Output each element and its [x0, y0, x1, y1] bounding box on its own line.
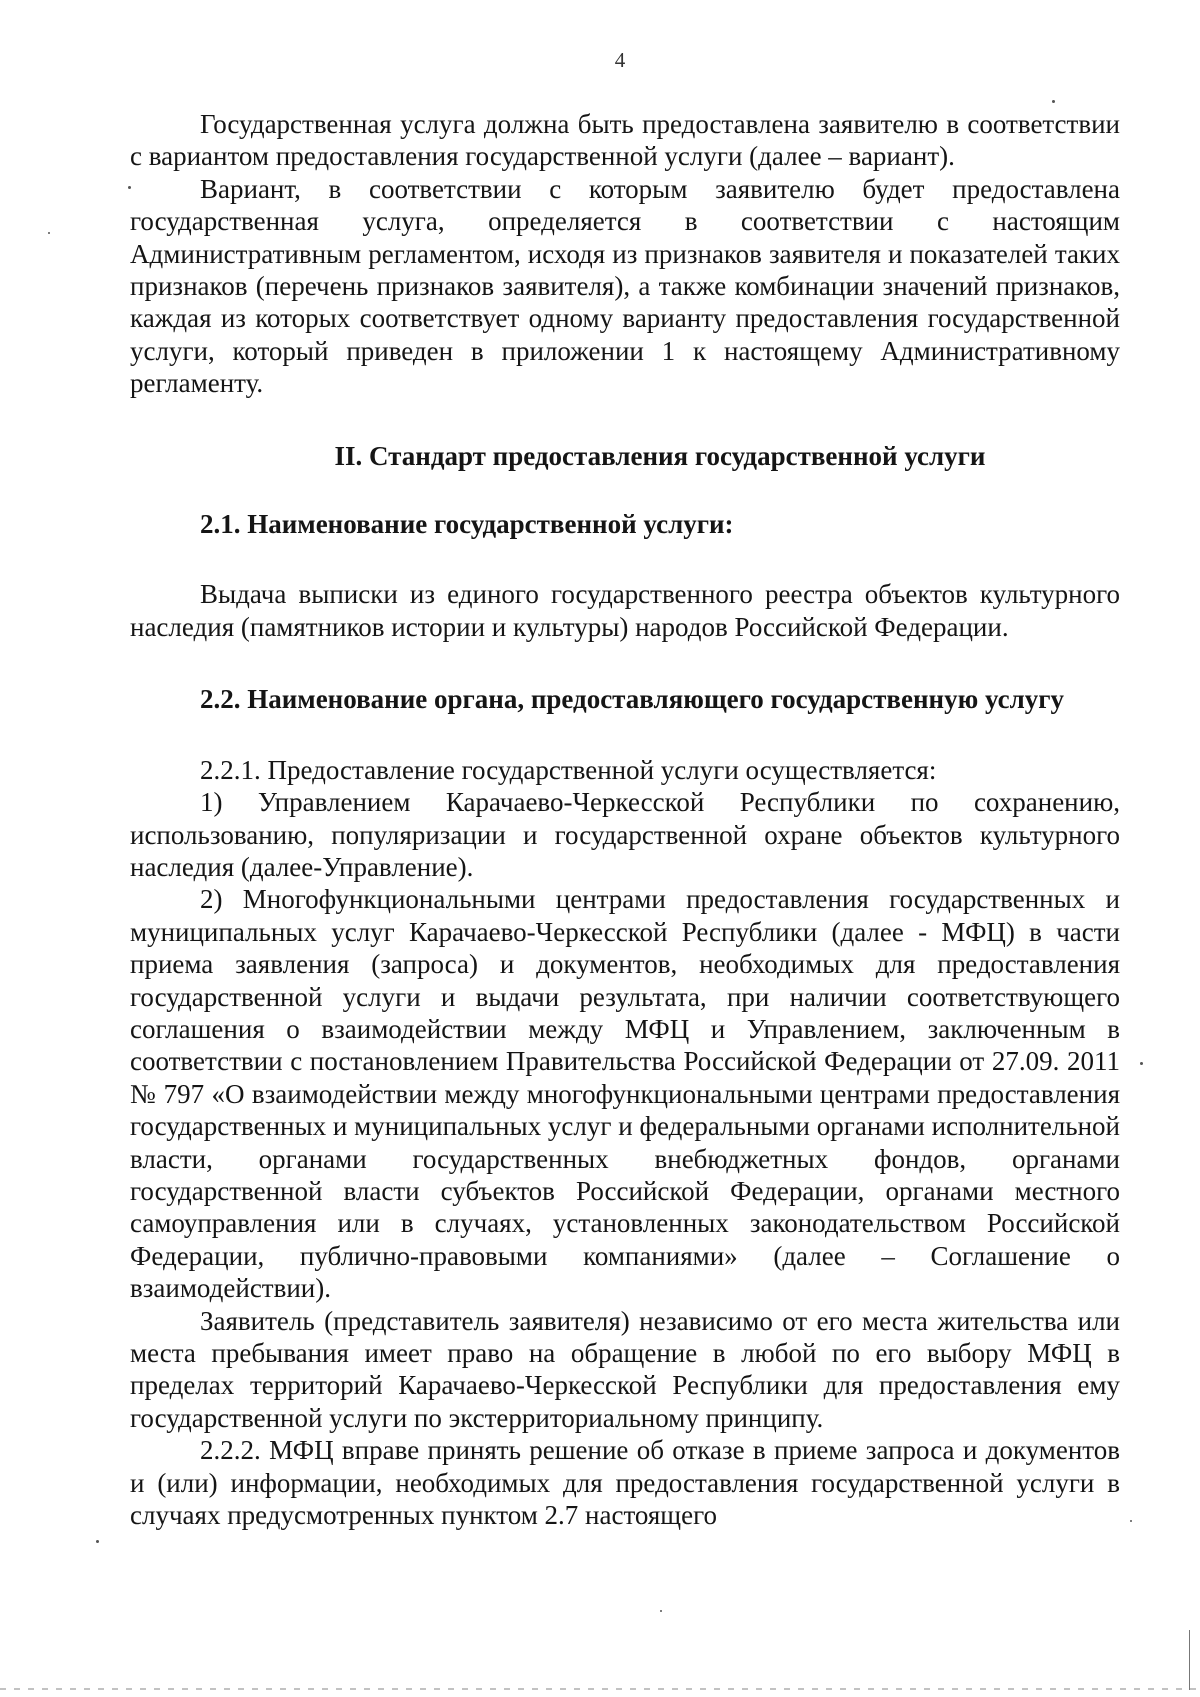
scan-speck	[128, 186, 131, 189]
scan-speck	[660, 1610, 662, 1612]
subsection-2-1-heading: 2.1. Наименование государственной услуги:	[200, 509, 734, 540]
subsection-2-1-text: Выдача выписки из единого государственного реестра объектов культурного наследия (памятников истории и культуры) народов Российской Федерации.	[130, 579, 1120, 642]
page-number: 4	[614, 48, 626, 72]
paragraph-extraterritorial: Заявитель (представитель заявителя) независимо от его места жительства или места пребывания имеет право на обращение в любой по его выбору МФЦ в пределах территорий Карачаево-Черкесской Республики для предоставления ему государственной услуги по экстерриториальному принципу.	[130, 1305, 1120, 1433]
document-body	[130, 108, 1120, 1531]
scan-edge-line	[1189, 1630, 1190, 1690]
paragraph-2-2-1-item-2: 2) Многофункциональными центрами предоставления государственных и муниципальных услуг Карачаево-Черкесской Республики (далее - МФЦ) в части приема заявления (запроса) и документов, необходимых для предоставления государственной услуги и выдачи результата, при наличии соответствующего соглашения о взаимодействии между МФЦ и Управлением, заключенным в соответствии с постановлением Правительства Российской Федерации от 27.09. 2011 № 797 «О взаимодействии между многофункциональными центрами предоставления государственных и муниципальных услуг и федеральными органами исполнительной власти, органами государственных внебюджетных фондов, органами государственной власти субъектов Российской Федерации, органами местного самоуправления или в случаях, установленных законодательством Российской Федерации, публично-правовыми компаниями» (далее – Соглашение о взаимодействии).	[130, 884, 1120, 1304]
scan-footer-line	[0, 1688, 1200, 1690]
paragraph-2-2-2: 2.2.2. МФЦ вправе принять решение об отказе в приеме запроса и документов и (или) информации, необходимых для предоставления государственной услуги в случаях предусмотренных пунктом 2.7 настоящего	[130, 1435, 1120, 1531]
scan-speck	[48, 232, 50, 234]
paragraph-variant-intro: Государственная услуга должна быть предоставлена заявителю в соответствии с вариантом предоставления государственной услуги (далее – вариант).	[130, 109, 1120, 172]
scan-speck	[1130, 1520, 1132, 1522]
scan-speck	[96, 1540, 99, 1543]
scan-speck	[1052, 100, 1055, 103]
paragraph-variant-definition: Вариант, в соответствии с которым заявителю будет предоставлена государственная услуга, определяется в соответствии с настоящим Административным регламентом, исходя из признаков заявителя и показателей таких признаков (перечень признаков заявителя), а также комбинации значений признаков, каждая из которых соответствует одному варианту предоставления государственной услуги, который приведен в приложении 1 к настоящему Административному регламенту.	[130, 173, 1120, 399]
paragraph-2-2-1-item-1: 1) Управлением Карачаево-Черкесской Республики по сохранению, использованию, популяризации и государственной охране объектов культурного наследия (далее-Управление).	[130, 787, 1120, 882]
paragraph-2-2-1: 2.2.1. Предоставление государственной услуги осуществляется:	[200, 754, 937, 785]
section-heading: II. Стандарт предоставления государственной услуги	[334, 440, 986, 471]
scan-speck	[1140, 1062, 1143, 1065]
subsection-2-2-heading: 2.2. Наименование органа, предоставляющего государственную услугу	[200, 684, 1065, 715]
